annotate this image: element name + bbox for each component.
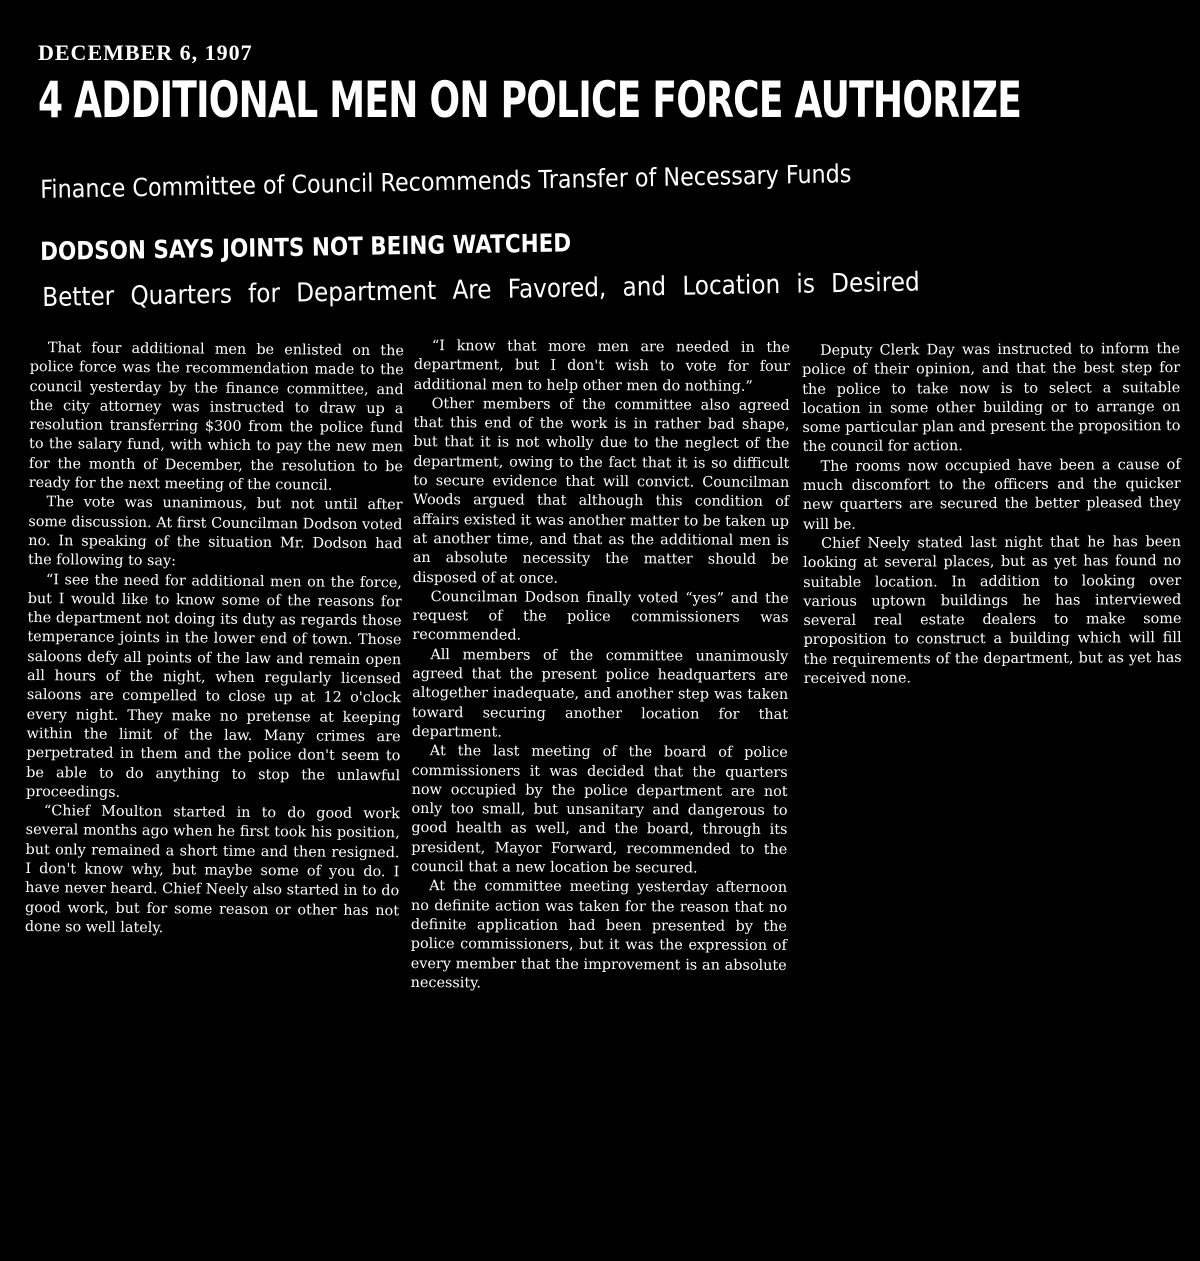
paragraph: All members of the committee unanimously agreed that the present police headquarters are altogether inadequate, and another step was taken toward securing another location for that department. — [411, 646, 789, 741]
article-column-2 — [411, 337, 790, 995]
paragraph: Other members of the committee also agreed that this end of the work is in rather bad shape, but that it is not wholly due to the neglect of the department, owing to the fact that it is so difficult to secure evidence that will convict. Councilman Woods argued that although this condition of affairs existed it was another matter to be taken up at another time, and that as the additional men is an absolute necessity the matter should be disposed of at once. — [412, 395, 790, 587]
headline: 4 ADDITIONAL MEN ON POLICE FORCE AUTHORIZE — [38, 71, 1022, 129]
paragraph: Deputy Clerk Day was instructed to inform the police of their opinion, and that the best step for the police to take now is to select a suitable location in some other building or to arrange on some particular plan and present the proposition to the council for action. — [802, 341, 1181, 456]
paragraph: “Chief Moulton started in to do good work several months ago when he first took his position, but only remained a short time and then resigned. I don't know why, but maybe some of you do. I have never heard. Chief Neely also started in to do good work, but for some reason or other has not done so well lately. — [24, 803, 400, 937]
dateline: DECEMBER 6, 1907 — [38, 40, 253, 65]
paragraph: Chief Neely stated last night that he has been looking at several places, but as yet has found no suitable location. In addition to looking over various uptown buildings he has interviewed several real estate dealers to make some proposition to construct a building which will fill the requirements of the department, but as yet has received none. — [803, 533, 1182, 688]
paragraph: The rooms now occupied have been a cause of much discomfort to the officers and the quicker new quarters are secured the better pleased they will be. — [802, 456, 1181, 533]
subheadline-finance: Finance Committee of Council Recommends Transfer of Necessary Funds — [40, 159, 852, 204]
paragraph: Councilman Dodson finally voted “yes” and the request of the police commissioners was recommended. — [412, 588, 789, 645]
paragraph: At the committee meeting yesterday afternoon no definite action was taken for the reason that no definite application had been presented by the police commissioners, but it was the expression of every member that the improvement is an absolute necessity. — [410, 878, 788, 992]
paragraph: “I know that more men are needed in the department, but I don't wish to vote for four additional men to help other men do nothing.” — [413, 338, 790, 395]
paragraph: At the last meeting of the board of police commissioners it was decided that the quarters now occupied by the police department are not only too small, but unsanitary and dangerous to good health as well, and the board, through its president, Mayor Forward, recommended to the council that a new location be secured. — [411, 743, 788, 877]
article-column-3 — [802, 340, 1182, 689]
article-column-1 — [25, 339, 404, 940]
paragraph: The vote was unanimous, but not until after some discussion. At first Councilman Dodson voted no. In speaking of the situation Mr. Dodson had the following to say: — [27, 494, 403, 570]
subheadline-dodson: DODSON SAYS JOINTS NOT BEING WATCHED — [40, 228, 572, 266]
subheadline-quarters: Better Quarters for Department Are Favored, and Location is Desired — [42, 267, 920, 313]
paragraph: That four additional men be enlisted on the police force was the recommendation made to the council yesterday by the finance committee, and the city attorney was instructed to draw up a resolution transferring $300 from the police fund to the salary fund, with which to pay the new men for the month of December, the resolution to be ready for the next meeting of the council. — [28, 340, 404, 494]
paragraph: “I see the need for additional men on the force, but I would like to know some of the reasons for the department not doing its duty as regards those temperance joints in the lower end of town. Those saloons defy all points of the law and remain open all hours of the night, when regularly licensed saloons are compelled to close up at 12 o'clock every night. They make no pretense at keeping within the limit of the law. Many crimes are perpetrated in them and the police don't seem to be able to do anything to stop the unlawful proceedings. — [25, 571, 402, 801]
